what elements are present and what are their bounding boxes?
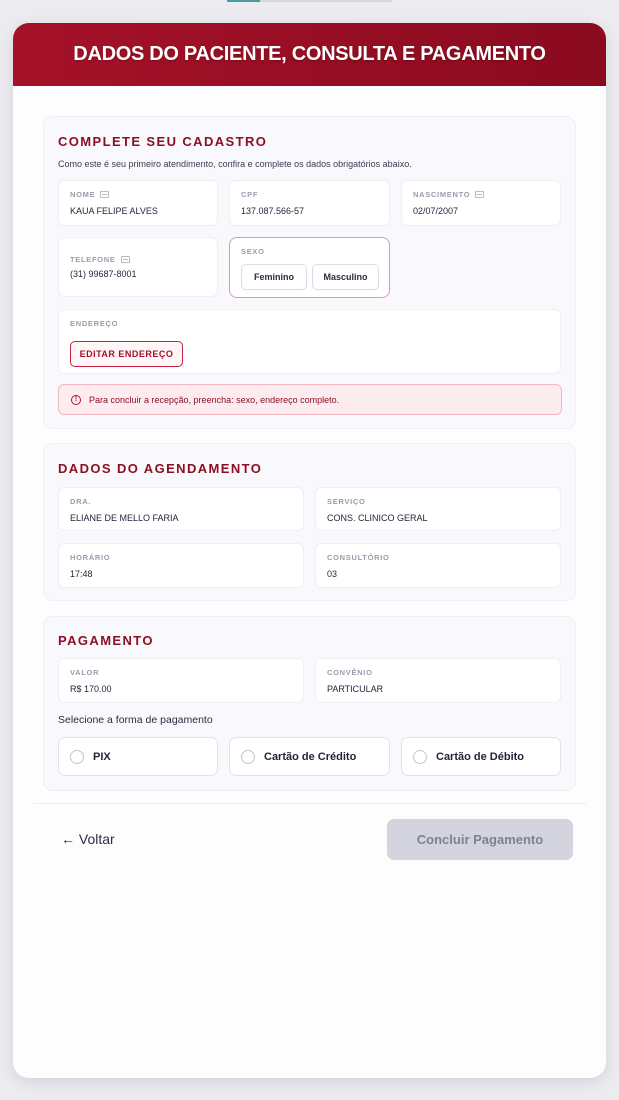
progress-track <box>227 0 392 2</box>
payment-method-label: Selecione a forma de pagamento <box>58 714 213 726</box>
nome-label: NOME <box>70 190 96 199</box>
field-label <box>70 190 109 199</box>
payment-option-label: Cartão de Crédito <box>264 750 357 763</box>
field-consultorio <box>315 543 561 588</box>
nome-value: KAUA FELIPE ALVES <box>70 206 158 216</box>
edit-address-button[interactable]: EDITAR ENDEREÇO <box>70 341 183 367</box>
section-pagamento <box>43 616 576 791</box>
alert-icon: ! <box>71 395 81 405</box>
payment-option-credito[interactable] <box>229 737 390 776</box>
dra-value: ELIANE DE MELLO FARIA <box>70 513 179 523</box>
payment-option-label: Cartão de Débito <box>436 750 525 763</box>
field-servico <box>315 487 561 531</box>
payment-option-label: PIX <box>93 750 111 763</box>
sexo-label: SEXO <box>241 247 265 256</box>
convenio-label: CONVÊNIO <box>327 668 373 677</box>
footer-divider <box>33 803 586 804</box>
telefone-value: (31) 99687-8001 <box>70 269 137 279</box>
consultorio-value: 03 <box>327 569 338 579</box>
nascimento-value: 02/07/2007 <box>413 206 459 216</box>
field-endereco <box>58 309 561 374</box>
radio-icon <box>241 750 255 764</box>
field-valor <box>58 658 304 703</box>
section-cadastro <box>43 116 576 429</box>
horario-label: HORÁRIO <box>70 553 111 562</box>
field-telefone <box>58 237 218 297</box>
convenio-value: PARTICULAR <box>327 684 384 694</box>
id-card-icon <box>475 191 484 198</box>
field-label <box>70 255 130 264</box>
progress-fill <box>227 0 260 2</box>
alert-banner <box>58 384 562 415</box>
section-title-pagamento: PAGAMENTO <box>58 633 154 648</box>
id-card-icon <box>121 256 130 263</box>
section-title-agendamento: DADOS DO AGENDAMENTO <box>58 461 263 476</box>
page-title: DADOS DO PACIENTE, CONSULTA E PAGAMENTO <box>73 43 546 65</box>
section-agendamento <box>43 443 576 601</box>
dra-label: DRA. <box>70 497 92 506</box>
alert-text: Para concluir a recepção, preencha: sexo, endereço completo. <box>89 394 340 405</box>
field-horario <box>58 543 304 588</box>
submit-payment-button[interactable]: Concluir Pagamento <box>387 819 573 860</box>
field-nome <box>58 180 218 226</box>
cadastro-intro: Como este é seu primeiro atendimento, confira e complete os dados obrigatórios abaixo. <box>58 159 412 169</box>
id-card-icon <box>100 191 109 198</box>
servico-label: SERVIÇO <box>327 497 366 506</box>
section-title-cadastro: COMPLETE SEU CADASTRO <box>58 134 268 149</box>
radio-icon <box>413 750 427 764</box>
field-convenio <box>315 658 561 703</box>
field-nascimento <box>401 180 561 226</box>
valor-label: VALOR <box>70 668 100 677</box>
back-link[interactable]: ← Voltar <box>61 831 115 847</box>
radio-icon <box>70 750 84 764</box>
endereco-label: ENDEREÇO <box>70 319 119 328</box>
main-card <box>13 23 606 1078</box>
cpf-value: 137.087.566-57 <box>241 206 305 216</box>
field-label <box>241 190 258 199</box>
nascimento-label: NASCIMENTO <box>413 190 471 199</box>
valor-value: R$ 170.00 <box>70 684 112 694</box>
field-sexo <box>229 237 390 298</box>
cpf-label: CPF <box>241 190 259 199</box>
field-cpf <box>229 180 390 226</box>
sexo-option-feminino[interactable]: Feminino <box>241 264 307 290</box>
sexo-option-masculino[interactable]: Masculino <box>312 264 379 290</box>
payment-option-debito[interactable] <box>401 737 561 776</box>
servico-value: CONS. CLINICO GERAL <box>327 513 428 523</box>
card-header <box>13 23 606 86</box>
consultorio-label: CONSULTÓRIO <box>327 553 390 562</box>
field-dra <box>58 487 304 531</box>
payment-option-pix[interactable] <box>58 737 218 776</box>
horario-value: 17:48 <box>70 569 93 579</box>
telefone-label: TELEFONE <box>70 255 116 264</box>
field-label <box>413 190 484 199</box>
